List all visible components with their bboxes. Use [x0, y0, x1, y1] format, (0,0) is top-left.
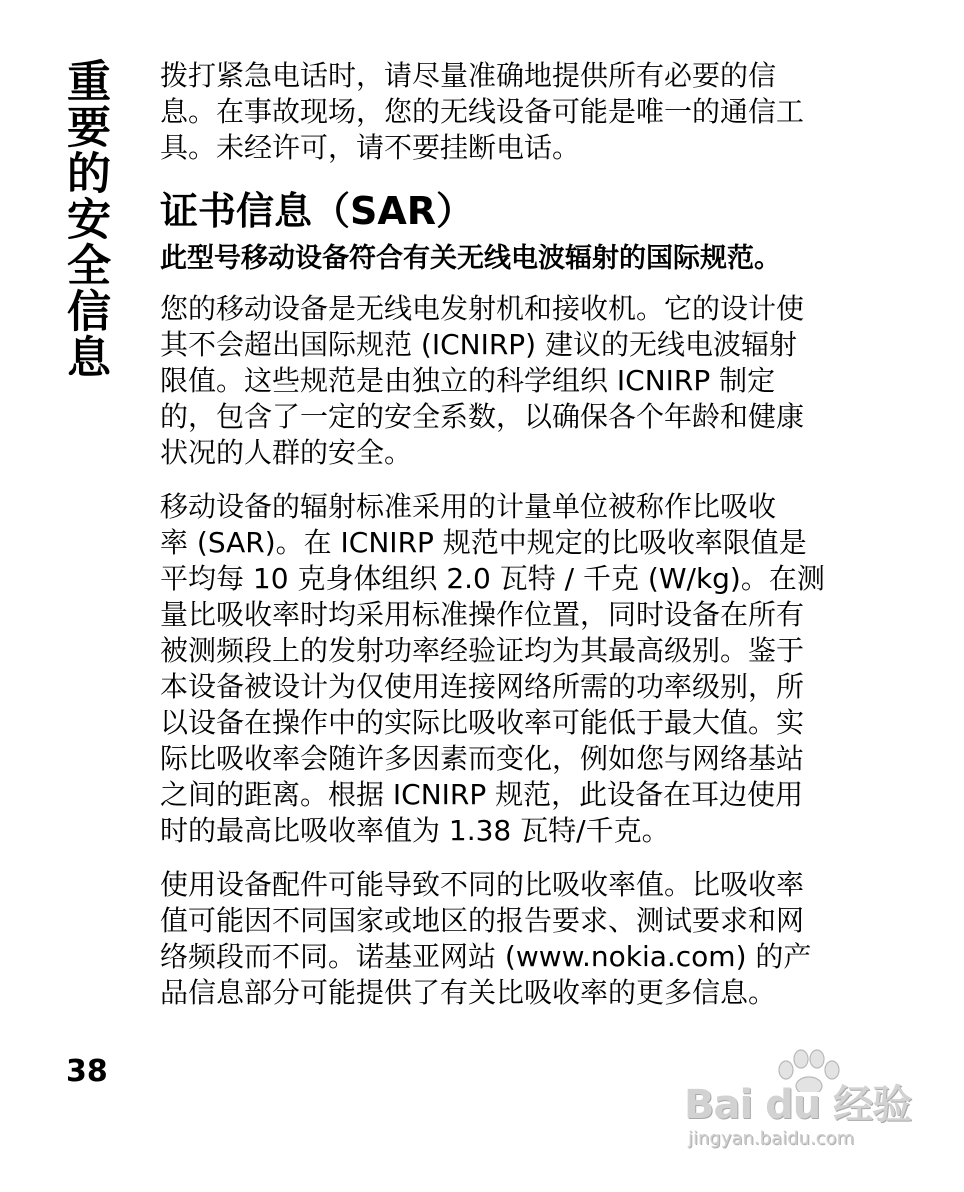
- intro-paragraph: 拨打紧急电话时，请尽量准确地提供所有必要的信 息。在事故现场，您的无线设备可能是唯一的通信工 具。未经许可，请不要挂断电话。: [160, 59, 805, 164]
- page-number: 38: [66, 1054, 108, 1089]
- section-side-title: 重要的安全信息: [59, 58, 110, 380]
- watermark-url: jingyan.baidu.com: [688, 1128, 855, 1149]
- sar-paragraph-2: 移动设备的辐射标准采用的计量单位被称作比吸收 率 (SAR)。在 ICNIRP 规范中规定的比吸收率限值是 平均每 10 克身体组织 2.0 瓦特 / 千克 (W/kg)。在测 量比吸收率时均采用标准操作位置，同时设备在所有 被测频段上的发射功率经验证均为其最高级别。鉴于 本设备被设计为仅使用连接网络所需的功率级别，所 以设备在操作中的实际比吸收率可能低于最大值。实 际比吸收率会随许多因素而变化，例如您与网络基站 之间的距离。根据 ICNIRP 规范，此设备在耳边使用 时的最高比吸收率值为 1.38 瓦特/千克。: [160, 490, 825, 847]
- sar-subheading: 此型号移动设备符合有关无线电波辐射的国际规范。: [160, 243, 781, 274]
- watermark-logo: Bai du 经验: [684, 1082, 912, 1128]
- page-content: [160, 58, 890, 1011]
- sar-paragraph-3: 使用设备配件可能导致不同的比吸收率值。比吸收率 值可能因不同国家或地区的报告要求、测试要求和网 络频段而不同。诺基亚网站 (www.nokia.com) 的产 品信息部分可能提供了有关比吸收率的更多信息。: [160, 868, 812, 1009]
- sar-paragraph-1: 您的移动设备是无线电发射机和接收机。它的设计使 其不会超出国际规范 (ICNIRP) 建议的无线电波辐射 限值。这些规范是由独立的科学组织 ICNIRP 制定 的，包含了一定的安全系数，以确保各个年龄和健康 状况的人群的安全。: [160, 292, 805, 469]
- baidu-watermark: [684, 1048, 924, 1158]
- sar-heading: 证书信息（SAR）: [160, 189, 475, 233]
